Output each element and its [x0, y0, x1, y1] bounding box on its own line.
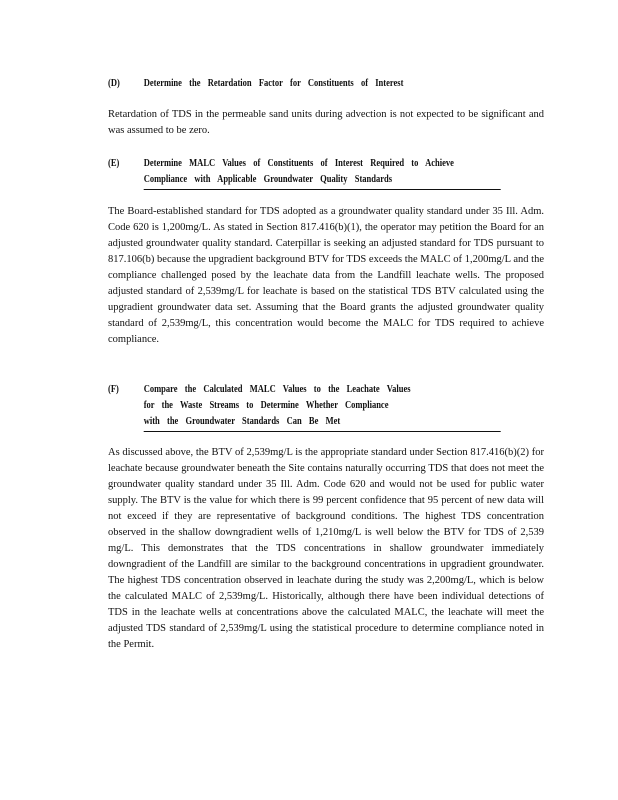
section-d-body: Retardation of TDS in the permeable sand units during advection is not expected to be significant and was assumed to be zero.	[108, 109, 544, 136]
section-e-body: The Board-established standard for TDS adopted as a groundwater quality standard under 35 Ill. Adm. Code 620 is 1,200mg/L. As stated in Section 817.416(b)(1), the operator may petition the Board for an adjusted groundwater quality standard. Caterpillar is seeking an adjusted standard for TDS pursuant to 817.106(b) because the upgradient background BTV for TDS exceeds the MALC of 1,200mg/L and the compliance challenged posed by the leachate data from the Landfill leachate wells. The proposed adjusted standard of 2,539mg/L for leachate is based on the statistical TDS BTV calculated using the upgradient groundwater data set. Assuming that the Board grants the adjusted groundwater quality standard of 2,539mg/L, this concentration would become the MALC for TDS required to achieve compliance.	[108, 206, 544, 345]
section-e-title-line-2: Compliance with Applicable Groundwater Quality Standards	[144, 172, 501, 190]
section-f-title-line-3: with the Groundwater Standards Can Be Met	[144, 414, 501, 432]
section-e-title-line-1: Determine MALC Values of Constituents of Interest Required to Achieve	[143, 158, 454, 169]
section-f-title-line-2: for the Waste Streams to Determine Whether Compliance	[143, 400, 389, 411]
section-f-body: As discussed above, the BTV of 2,539mg/L is the appropriate standard under Section 817.416(b)(2) for leachate because groundwater beneath the Site contains naturally occurring TDS that does not meet the groundwater quality standard under 35 Ill. Adm. Code 620 and would not be used for public water supply. The BTV is the value for which there is 99 percent confidence that 95 percent of new data will not exceed if they are representative of background conditions. The highest TDS concentration observed in the shallow downgradient wells of 1,210mg/L is well below the BTV for TDS of 2,539 mg/L. This demonstrates that the TDS concentrations in shallow groundwater immediately downgradient of the Landfill are similar to the background concentrations in upgradient groundwater. The highest TDS concentration observed in leachate during the study was 2,200mg/L, which is below the calculated MALC of 2,539mg/L. Historically, although there have been individual detections of TDS in the leachate wells at concentrations above the calculated MALC, the leachate will meet the adjusted TDS standard of 2,539mg/L using the statistical procedure to determine compliance noted in the Permit.	[108, 447, 544, 650]
section-d-title: Determine the Retardation Factor for Constituents of Interest	[143, 78, 404, 89]
section-d-letter: (D)	[108, 78, 120, 89]
section-f-title-line-1: Compare the Calculated MALC Values to the Leachate Values	[143, 384, 411, 395]
section-f-letter: (F)	[108, 384, 119, 395]
section-e-letter: (E)	[108, 158, 120, 169]
